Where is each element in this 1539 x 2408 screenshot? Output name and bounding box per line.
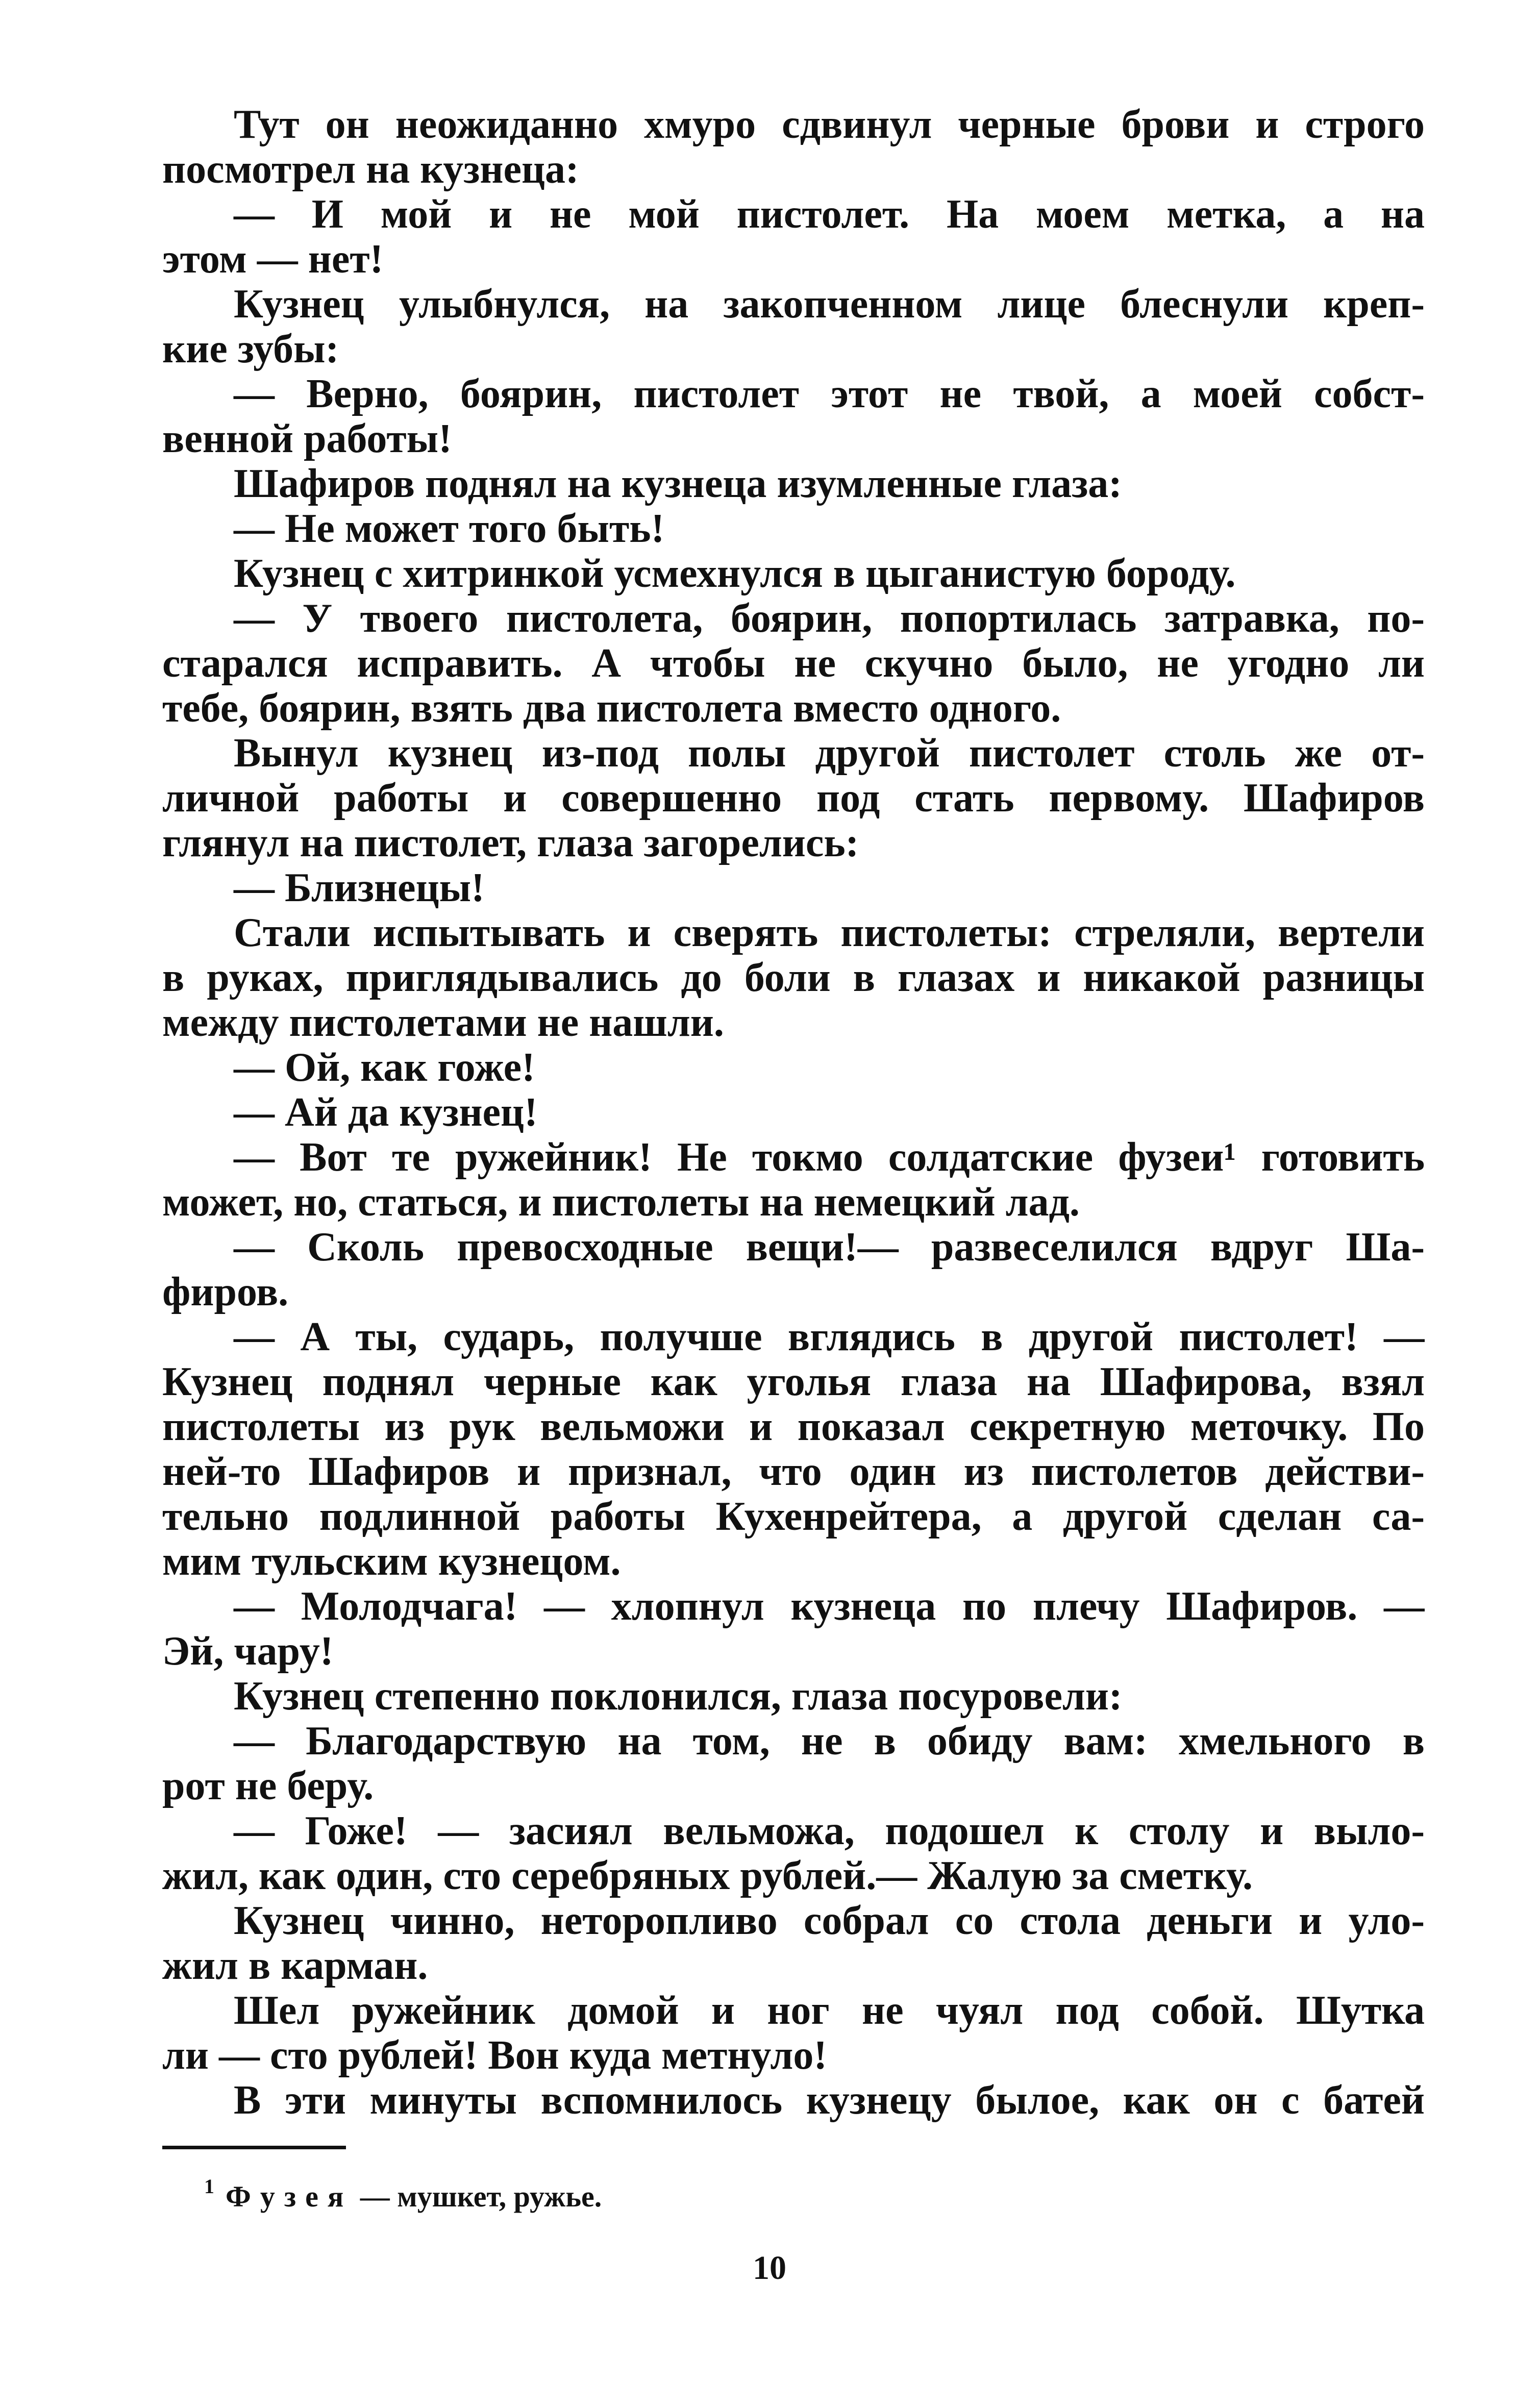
footnote-mark: 1: [204, 2175, 214, 2198]
text-line: — Вот те ружейник! Не токмо солдатские фузеи¹ готовить: [234, 1135, 1425, 1180]
footnote-term: Фузея: [226, 2180, 353, 2213]
text-line: этом — нет!: [162, 237, 384, 282]
text-line: жил, как один, сто серебряных рублей.— Жалую за сметку.: [162, 1853, 1253, 1898]
text-line: Кузнец степенно поклонился, глаза посуровели:: [234, 1674, 1123, 1719]
text-line: тебе, боярин, взять два пистолета вместо одного.: [162, 686, 1061, 731]
text-line: Эй, чару!: [162, 1629, 334, 1674]
text-line: — Гоже! — засиял вельможа, подошел к столу и выло-: [234, 1808, 1425, 1853]
text-line: кие зубы:: [162, 327, 339, 371]
text-line: — Близнецы!: [234, 865, 485, 910]
text-line: — А ты, сударь, получше вглядись в другой пистолет! —: [234, 1314, 1425, 1359]
text-line: ней-то Шафиров и признал, что один из пистолетов действи-: [162, 1449, 1425, 1494]
text-line: фиров.: [162, 1270, 289, 1314]
text-line: глянул на пистолет, глаза загорелись:: [162, 821, 859, 865]
text-line: мим тульским кузнецом.: [162, 1539, 621, 1584]
text-line: — Не может того быть!: [234, 506, 665, 551]
text-line: рот не беру.: [162, 1764, 374, 1808]
text-line: в руках, приглядывались до боли в глазах и никакой разницы: [162, 955, 1425, 1000]
text-line: — И мой и не мой пистолет. На моем метка, а на: [234, 192, 1425, 237]
text-line: Стали испытывать и сверять пистолеты: стреляли, вертели: [234, 910, 1425, 955]
text-line: Тут он неожиданно хмуро сдвинул черные брови и строго: [234, 102, 1425, 147]
text-line: В эти минуты вспомнилось кузнецу былое, как он с батей: [234, 2078, 1425, 2123]
text-line: посмотрел на кузнеца:: [162, 147, 579, 192]
text-line: — Сколь превосходные вещи!— развеселился вдруг Ша-: [234, 1225, 1425, 1270]
text-line: Кузнец с хитринкой усмехнулся в цыганистую бороду.: [234, 551, 1236, 596]
text-line: может, но, статься, и пистолеты на немецкий лад.: [162, 1180, 1080, 1225]
page-body-text: [162, 102, 1425, 2123]
text-line: Кузнец улыбнулся, на закопченном лице блеснули креп-: [234, 282, 1425, 327]
footnote: [204, 2175, 602, 2218]
text-line: Шел ружейник домой и ног не чуял под собой. Шутка: [234, 1988, 1425, 2033]
text-line: жил в карман.: [162, 1943, 428, 1988]
text-line: — Ай да кузнец!: [234, 1090, 538, 1135]
text-line: тельно подлинной работы Кухенрейтера, а другой сделан са-: [162, 1494, 1425, 1539]
text-line: — Благодарствую на том, не в обиду вам: хмельного в: [234, 1719, 1425, 1764]
text-line: — Ой, как гоже!: [234, 1045, 535, 1090]
footnote-definition: — мушкет, ружье.: [353, 2180, 602, 2213]
text-line: старался исправить. А чтобы не скучно было, не угодно ли: [162, 641, 1425, 686]
text-line: — У твоего пистолета, боярин, попортилась затравка, по-: [234, 596, 1425, 641]
text-line: Кузнец поднял черные как уголья глаза на Шафирова, взял: [162, 1359, 1425, 1404]
page-number: 10: [753, 2249, 786, 2287]
text-line: — Верно, боярин, пистолет этот не твой, а моей собст-: [234, 371, 1425, 416]
text-line: пистолеты из рук вельможи и показал секретную меточку. По: [162, 1404, 1425, 1449]
text-line: венной работы!: [162, 416, 452, 461]
text-line: личной работы и совершенно под стать первому. Шафиров: [162, 776, 1425, 821]
footnote-divider: [162, 2146, 346, 2149]
text-line: — Молодчага! — хлопнул кузнеца по плечу Шафиров. —: [234, 1584, 1425, 1629]
text-line: между пистолетами не нашли.: [162, 1000, 724, 1045]
text-line: Вынул кузнец из-под полы другой пистолет столь же от-: [234, 731, 1425, 776]
text-line: Шафиров поднял на кузнеца изумленные глаза:: [234, 461, 1122, 506]
text-line: Кузнец чинно, неторопливо собрал со стола деньги и уло-: [234, 1898, 1425, 1943]
text-line: ли — сто рублей! Вон куда метнуло!: [162, 2033, 828, 2078]
